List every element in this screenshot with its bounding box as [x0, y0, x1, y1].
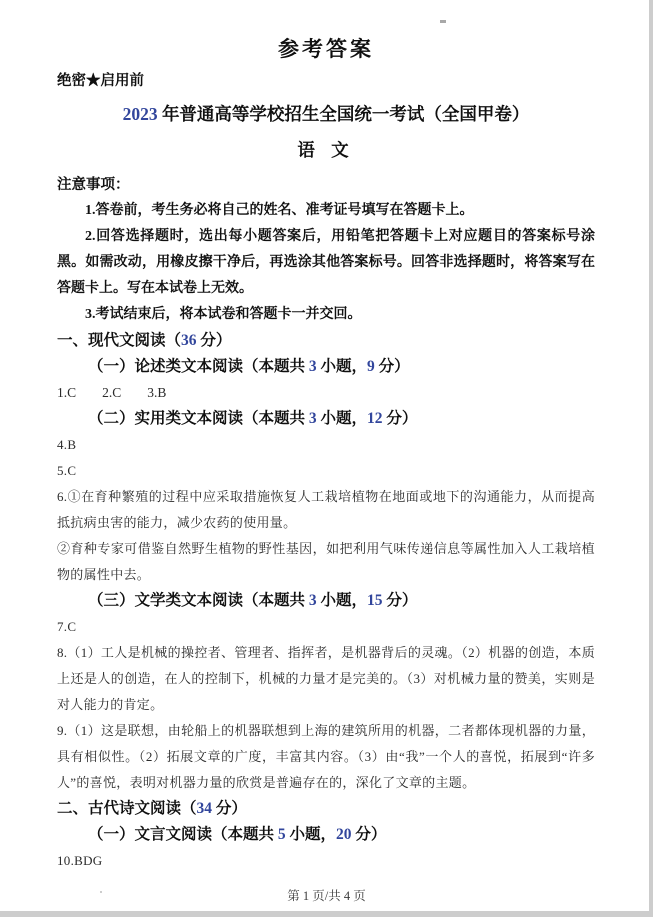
subsection-heading-practical	[57, 406, 595, 432]
text-run: 分）	[351, 826, 387, 843]
text-run: 分）	[374, 358, 410, 375]
notice-item: 2.回答选择题时，选出每小题答案后，用铅笔把答题卡上对应题目的答案标号涂黑。如需改动，用橡皮擦干净后，再选涂其他答案标号。回答非选择题时，将答案写在答题卡上。写在本试卷上无效。	[57, 229, 595, 296]
text-run: 分）	[212, 800, 247, 817]
text-run: 分）	[196, 332, 232, 349]
notice-item: 3.考试结束后，将本试卷和答题卡一并交回。	[85, 307, 362, 322]
page-title: 参考答案	[278, 37, 374, 61]
answer-3: 3.B	[147, 385, 167, 400]
subject-title: 语 文	[297, 140, 355, 160]
score-number: 15	[367, 592, 383, 609]
answer-8: 8.（1）工人是机械的操控者、管理者、指挥者，是机器背后的灵魂。（2）机器的创造，本质上还是人的创造，在人的控制下，机械的力量才是完美的。（3）对机械力量的赞美，实则是对人能力的肯定。	[57, 645, 595, 712]
subsection-heading-argumentative	[57, 354, 595, 380]
notice-item: 1.答卷前，考生务必将自己的姓名、准考证号填写在答题卡上。	[85, 203, 474, 218]
answer-2: 2.C	[102, 385, 122, 400]
answer-4: 4.B	[57, 437, 77, 452]
text-run: 小题，	[316, 358, 368, 375]
score-number: 5	[277, 826, 286, 843]
score-number: 3	[308, 592, 317, 609]
scan-artifact-mark	[440, 20, 446, 23]
score-number: 9	[367, 358, 375, 375]
subsection-heading-classical-chinese	[57, 822, 595, 848]
subsection-heading-literary	[57, 588, 595, 614]
exam-title	[57, 102, 595, 126]
score-number: 36	[181, 332, 197, 349]
answer-6-part1: 6.①在育种繁殖的过程中应采取措施恢复人工栽培植物在地面或地下的沟通能力，从而提高抵抗病虫害的能力，减少农药的使用量。	[57, 489, 595, 530]
answer-10: 10.BDG	[57, 853, 103, 868]
answer-1: 1.C	[57, 385, 77, 400]
answer-6-part2: ②育种专家可借鉴自然野生植物的野性基因，如把利用气味传递信息等属性加入人工栽培植物的属性中去。	[57, 541, 595, 582]
text-run: （二）实用类文本阅读（本题共	[88, 410, 309, 427]
score-number: 34	[196, 800, 213, 817]
answer-9: 9.（1）这是联想，由轮船上的机器联想到上海的建筑所用的机器，二者都体现机器的力量，具有相似性。（2）拓展文章的广度，丰富其内容。（3）由“我”一个人的喜悦，拓展到“许多人”的喜悦，表明对机器力量的欣赏是普遍存在的，深化了文章的主题。	[57, 723, 595, 790]
answer-7: 7.C	[57, 619, 77, 634]
text-run: 二、古代诗文阅读（	[57, 800, 197, 817]
score-number: 3	[308, 358, 317, 375]
text-run: （一）论述类文本阅读（本题共	[88, 358, 309, 375]
score-number: 2023	[122, 104, 158, 124]
security-label: 绝密★启用前	[57, 73, 144, 89]
text-run: 小题，	[316, 410, 368, 427]
text-run: 分）	[382, 592, 418, 609]
page-footer: 第 1 页/共 4 页	[287, 889, 366, 903]
score-number: 3	[308, 410, 317, 427]
answers-row	[57, 380, 595, 406]
notice-heading: 注意事项：	[57, 177, 130, 193]
text-run: （一）文言文阅读（本题共	[88, 826, 278, 843]
page-edge-right	[649, 0, 653, 917]
score-number: 12	[367, 410, 383, 427]
section-heading-modern-text	[57, 328, 595, 354]
text-run: 小题，	[316, 592, 368, 609]
text-run: 年普通高等学校招生全国统一考试（全国甲卷）	[157, 104, 530, 124]
text-run: 分）	[382, 410, 418, 427]
score-number: 20	[336, 826, 352, 843]
page-edge-bottom	[0, 911, 653, 917]
text-run: 一、现代文阅读（	[57, 332, 182, 349]
text-run: 小题，	[285, 826, 337, 843]
answer-5: 5.C	[57, 463, 77, 478]
text-run: （三）文学类文本阅读（本题共	[88, 592, 309, 609]
section-heading-classical	[57, 796, 595, 822]
